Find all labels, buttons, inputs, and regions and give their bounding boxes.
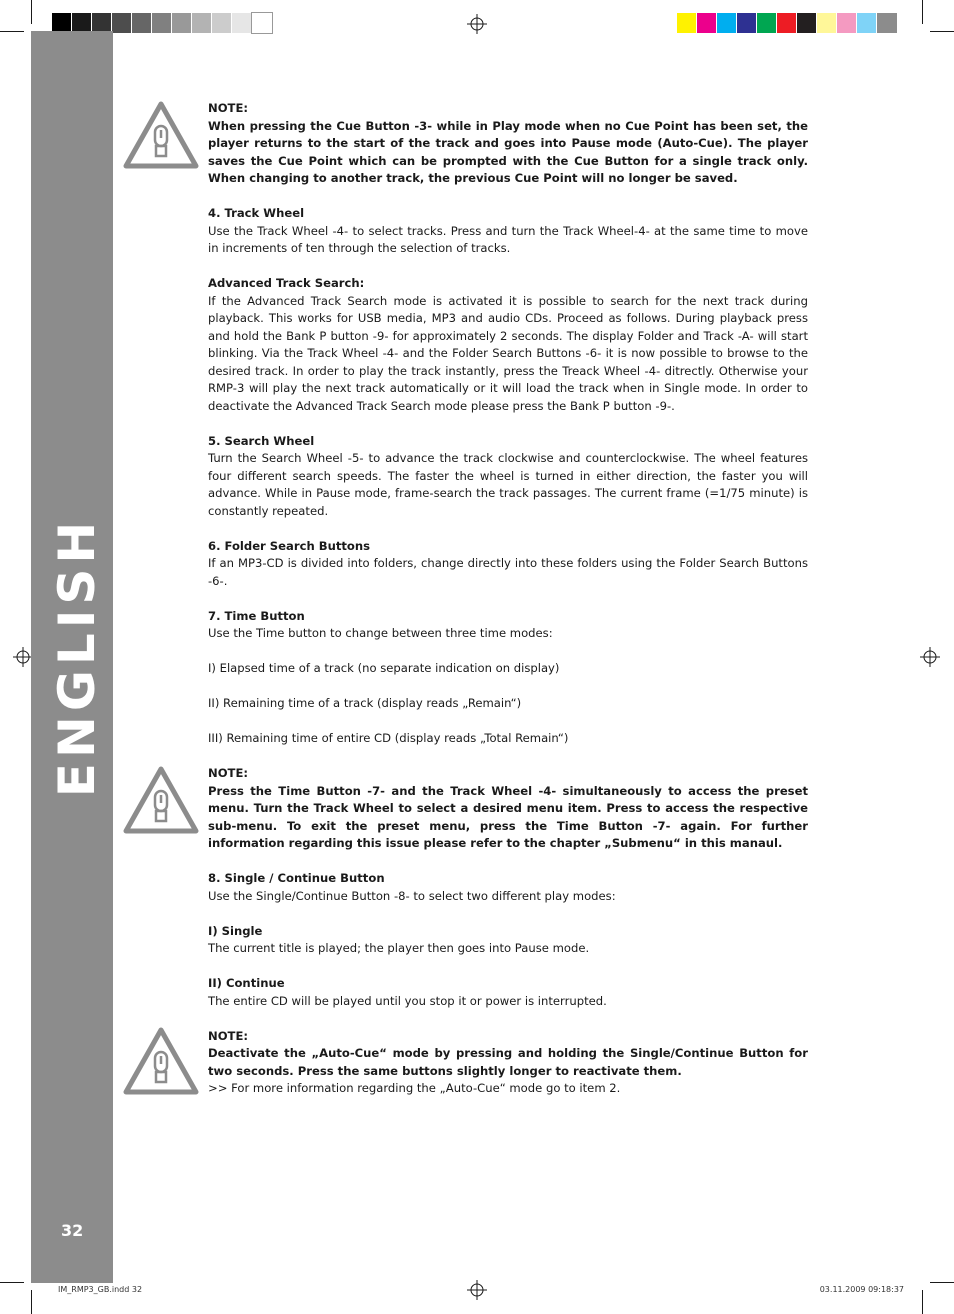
note-text: Deactivate the „Auto-Cue“ mode by pressing and holding the Single/Continue Button for two seconds. Press the same buttons slightly longer to reactivate them. [208, 1046, 808, 1078]
section-text: Turn the Search Wheel -5- to advance the track clockwise and counterclockwise. The wheel features four different search speeds. The faster the wheel is turned in either direction, the faster you will advance. While in Pause mode, frame-search the track passages. The current frame (=1/75 minute) is constantly repeated. [208, 451, 808, 518]
note-block [208, 1028, 808, 1098]
registration-mark-icon [467, 14, 487, 34]
play-mode-text: The entire CD will be played until you stop it or power is interrupted. [208, 993, 607, 1008]
section-heading: 5. Search Wheel [208, 433, 315, 448]
section-search-wheel [208, 433, 808, 521]
note-block [208, 100, 808, 188]
color-swatch [737, 13, 757, 33]
crop-mark [31, 1290, 32, 1314]
crop-mark [930, 31, 954, 32]
slug-timestamp: 03.11.2009 09:18:37 [819, 1285, 904, 1294]
color-swatch [192, 13, 212, 33]
color-swatch [132, 13, 152, 33]
note-text: Press the Time Button -7- and the Track Wheel -4- simultaneously to access the preset menu. Turn the Track Wheel to select a desired menu item. Press to access the respective sub-menu. To exit the preset menu, press the Time Button -7- again. For further information regarding this issue please refer to the chapter „Submenu“ in this manaul. [208, 783, 808, 850]
color-swatch [152, 13, 172, 33]
manual-content [208, 100, 808, 1098]
color-swatch [112, 13, 132, 33]
section-heading: 6. Folder Search Buttons [208, 538, 371, 553]
color-swatch [697, 13, 717, 33]
language-tab-label: ENGLISH [48, 516, 106, 798]
color-swatch [777, 13, 797, 33]
note-block [208, 765, 808, 853]
color-swatch [797, 13, 817, 33]
color-swatch [92, 13, 112, 33]
section-single-continue-button [208, 870, 808, 905]
color-swatch [817, 13, 837, 33]
section-time-button [208, 608, 808, 643]
crop-mark [0, 31, 24, 32]
time-mode-item: III) Remaining time of entire CD (display reads „Total Remain“) [208, 731, 569, 745]
slug-filename: IM_RMP3_GB.indd 32 [58, 1285, 143, 1294]
section-heading: 7. Time Button [208, 608, 305, 623]
color-swatch [857, 13, 877, 33]
note-title: NOTE: [208, 1028, 249, 1043]
time-mode-item: II) Remaining time of a track (display reads „Remain“) [208, 696, 522, 710]
color-swatch [232, 13, 252, 33]
color-swatch [717, 13, 737, 33]
section-text: Use the Single/Continue Button -8- to select two different play modes: [208, 888, 616, 903]
play-mode-text: The current title is played; the player then goes into Pause mode. [208, 941, 590, 955]
warning-icon [123, 1026, 199, 1096]
play-mode-heading: I) Single [208, 923, 263, 938]
color-swatch [677, 13, 697, 33]
note-text: When pressing the Cue Button -3- while in Play mode when no Cue Point has been set, the player returns to the start of the track and goes into Pause mode (Auto-Cue). The player saves the Cue Point which can be prompted with the Cue Button for a single track only. When changing to another track, the previous Cue Point will no longer be saved. [208, 118, 808, 185]
warning-icon [123, 100, 199, 170]
color-swatch [52, 13, 72, 33]
color-swatch [837, 13, 857, 33]
color-swatch [252, 13, 272, 33]
section-text: If the Advanced Track Search mode is activated it is possible to search for the next track during playback. This works for USB media, MP3 and audio CDs. Proceed as follows. During playback press and hold the Bank P button -9- for approximately 2 seconds. The display Folder and Track -A- will start blinking. Via the Track Wheel -4- and the Folder Search Buttons -6- it is now possible to browse to the desired track. In order to play the track instantly, press the Treack Wheel -4- ditrectly. Otherwise your RMP-3 will play the next track automatically or it will load the track when in Single mode. In order to deactivate the Advanced Track Search mode please press the Bank P button -9-. [208, 293, 808, 413]
registration-mark-icon [920, 647, 940, 667]
note-title: NOTE: [208, 766, 249, 780]
time-mode-item: I) Elapsed time of a track (no separate indication on display) [208, 661, 560, 675]
crop-mark [930, 1282, 954, 1283]
crop-mark [922, 1290, 923, 1314]
page-number: 32 [61, 1221, 84, 1240]
color-swatch [757, 13, 777, 33]
section-advanced-track-search [208, 275, 808, 415]
section-heading: Advanced Track Search: [208, 276, 365, 290]
section-text: If an MP3-CD is divided into folders, change directly into these folders using the Folder Search Buttons -6-. [208, 556, 808, 588]
play-mode-single [208, 923, 808, 958]
section-text: Use the Track Wheel -4- to select tracks. Press and turn the Track Wheel-4- at the same time to move in increments of ten through the selection of tracks. [208, 223, 808, 255]
play-mode-continue [208, 975, 808, 1010]
color-swatch [877, 13, 897, 33]
note-title: NOTE: [208, 101, 249, 115]
warning-icon [123, 765, 199, 835]
section-text: Use the Time button to change between three time modes: [208, 626, 553, 640]
crop-mark [31, 0, 32, 24]
section-track-wheel [208, 205, 808, 258]
note-more-info: >> For more information regarding the „Auto-Cue“ mode go to item 2. [208, 1081, 621, 1095]
play-mode-heading: II) Continue [208, 976, 285, 990]
process-color-bar [677, 13, 897, 33]
crop-mark [922, 0, 923, 24]
color-swatch [212, 13, 232, 33]
grayscale-color-bar [52, 13, 272, 33]
section-folder-search-buttons [208, 538, 808, 591]
color-swatch [172, 13, 192, 33]
registration-mark-icon [467, 1280, 487, 1300]
color-swatch [72, 13, 92, 33]
crop-mark [0, 1282, 24, 1283]
section-heading: 8. Single / Continue Button [208, 871, 385, 885]
section-heading: 4. Track Wheel [208, 206, 305, 220]
registration-mark-icon [13, 647, 33, 667]
